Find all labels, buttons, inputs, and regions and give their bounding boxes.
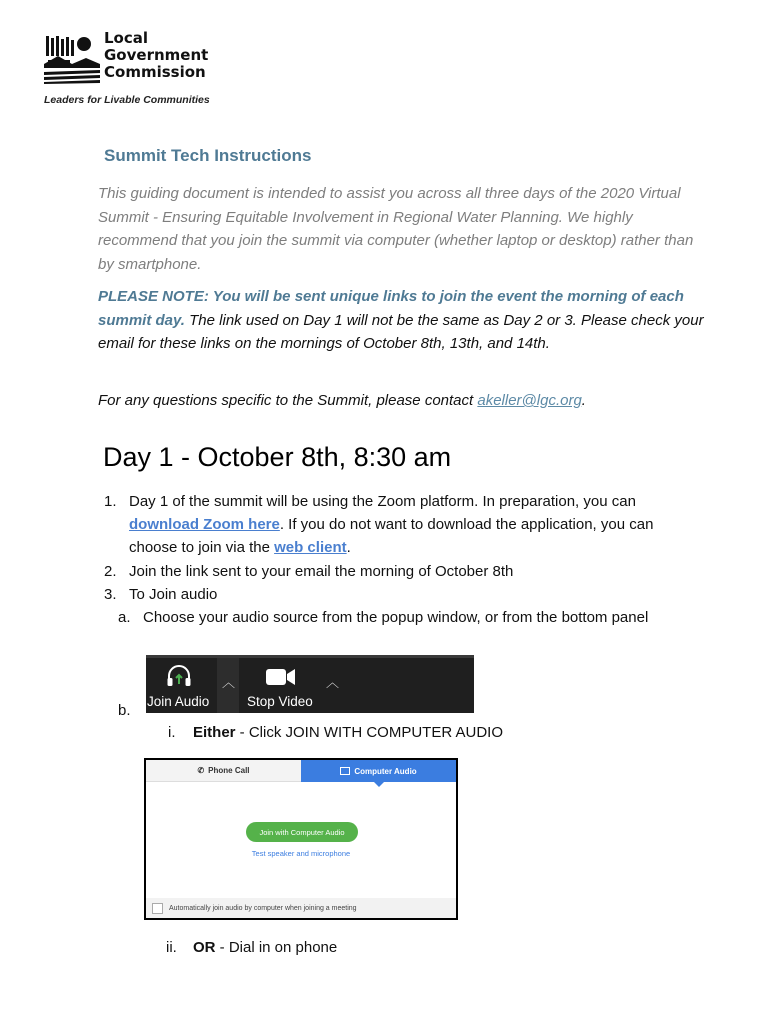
test-speaker-link: Test speaker and microphone (251, 849, 351, 858)
auto-join-label: Automatically join audio by computer when joining a meeting (169, 904, 357, 912)
auto-join-row (146, 898, 456, 918)
tab-computer-audio (301, 760, 456, 782)
item1-text-2: . If you do not want to download the application, you can choose to join via the (129, 516, 654, 556)
note-bold: PLEASE NOTE: You will be sent unique links to join the event the morning of each summit day. (98, 288, 684, 329)
sub-a-text: Choose your audio source from the popup window, or from the bottom panel (143, 609, 649, 626)
item1-text: Day 1 of the summit will be using the Zoom platform. In preparation, you can (129, 493, 636, 510)
computer-audio-dialog-image (144, 758, 458, 920)
video-camera-icon (266, 668, 296, 686)
list-number: 3. (104, 586, 117, 603)
caret-up-icon: ︿ (222, 675, 236, 690)
caret-up-icon: ︿ (326, 675, 340, 690)
tab-phone-call (146, 760, 301, 782)
lgc-logo-mark (44, 34, 100, 84)
logo-line1: Local (104, 29, 149, 47)
contact-paragraph (98, 389, 708, 413)
lgc-logo-text (104, 30, 208, 81)
contact-end: . (581, 392, 586, 409)
logo-line3: Commission (104, 63, 206, 81)
item2-text: Join the link sent to your email the morning of October 8th (129, 563, 514, 580)
stop-video-label: Stop Video (247, 694, 313, 709)
list-number: 2. (104, 563, 117, 580)
logo-line2: Government (104, 46, 209, 64)
sub-item-a (118, 606, 678, 629)
phone-icon: ✆ (197, 766, 205, 775)
toolbar-top-border (146, 655, 474, 658)
sub-item-ii (166, 936, 666, 959)
download-zoom-link[interactable]: download Zoom here (129, 516, 280, 533)
logo-tagline: Leaders for Livable Communities (44, 94, 210, 106)
monitor-icon (340, 767, 350, 775)
sub-ii-text: - Dial in on phone (215, 939, 338, 956)
roman-number: ii. (166, 939, 177, 956)
audio-tabs (146, 760, 456, 782)
list-item-3 (104, 583, 694, 606)
tab-computer-label: Computer Audio (354, 766, 417, 776)
sub-i-text: - Click JOIN WITH COMPUTER AUDIO (235, 724, 504, 741)
document-title: Summit Tech Instructions (104, 146, 312, 165)
join-computer-audio-button: Join with Computer Audio (246, 822, 358, 842)
day1-heading: Day 1 - October 8th, 8:30 am (103, 442, 452, 472)
web-client-link[interactable]: web client (274, 539, 347, 556)
lgc-logo (44, 28, 214, 110)
note-rest: The link used on Day 1 will not be the same as Day 2 or 3. Please check your email for these links on the mornings of October 8th, 13th, and 14th. (98, 311, 704, 352)
contact-email-link[interactable]: akeller@lgc.org (477, 392, 582, 409)
item1-text-3: . (346, 539, 351, 556)
list-item-2 (104, 560, 694, 583)
list-number: 1. (104, 493, 117, 510)
headphones-icon (166, 664, 192, 688)
note-paragraph (98, 285, 708, 356)
roman-number: i. (168, 724, 176, 741)
intro-paragraph: This guiding document is intended to assist you across all three days of the 2020 Virtual Summit - Ensuring Equitable Involvement in Regional Water Planning. We highly recommend that you join the summit via computer (whether laptop or desktop) rather than by smartphone. (98, 185, 694, 273)
item3-text: To Join audio (129, 586, 218, 603)
sub-i-bold: Either (193, 724, 236, 741)
contact-text: For any questions specific to the Summit, please contact (98, 392, 478, 409)
list-item-1 (104, 490, 694, 559)
sub-item-b (118, 699, 131, 722)
sub-letter: a. (118, 609, 131, 626)
join-audio-label: Join Audio (147, 694, 210, 709)
sub-ii-bold: OR (193, 939, 216, 956)
sub-item-i (168, 721, 668, 744)
zoom-toolbar-image (146, 655, 474, 713)
sub-letter: b. (118, 702, 131, 719)
auto-join-checkbox (152, 903, 163, 914)
tab-phone-label: Phone Call (208, 766, 250, 775)
